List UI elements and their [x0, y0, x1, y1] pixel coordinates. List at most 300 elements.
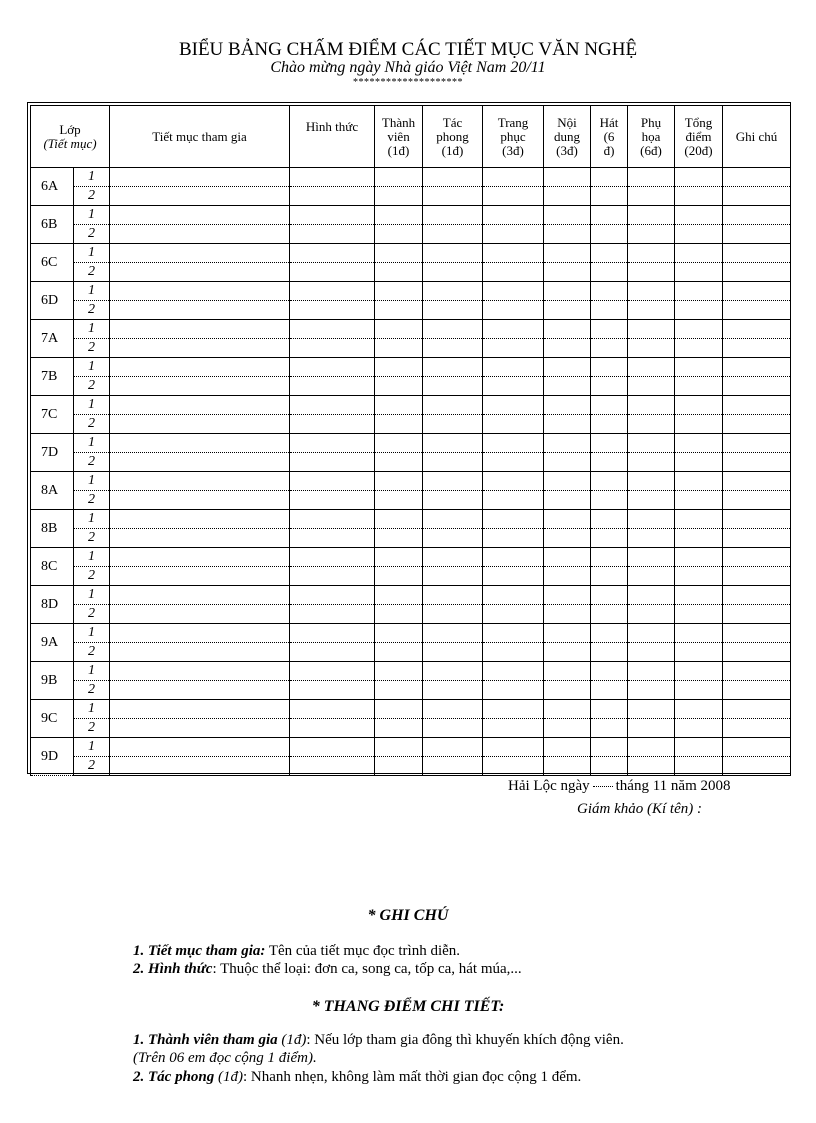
score-cell[interactable]	[628, 643, 675, 662]
score-cell[interactable]	[544, 301, 591, 320]
score-cell[interactable]	[628, 396, 675, 415]
score-cell[interactable]	[544, 263, 591, 282]
score-cell[interactable]	[628, 415, 675, 434]
score-cell[interactable]	[675, 491, 723, 510]
score-cell[interactable]	[423, 643, 483, 662]
score-cell[interactable]	[675, 168, 723, 187]
score-cell[interactable]	[723, 320, 791, 339]
score-cell[interactable]	[423, 472, 483, 491]
score-cell[interactable]	[290, 282, 375, 301]
score-cell[interactable]	[110, 624, 290, 643]
score-cell[interactable]	[628, 320, 675, 339]
score-cell[interactable]	[423, 415, 483, 434]
score-cell[interactable]	[290, 605, 375, 624]
score-cell[interactable]	[290, 738, 375, 757]
score-cell[interactable]	[723, 738, 791, 757]
score-cell[interactable]	[110, 738, 290, 757]
score-cell[interactable]	[483, 738, 544, 757]
score-cell[interactable]	[375, 548, 423, 567]
score-cell[interactable]	[423, 282, 483, 301]
score-cell[interactable]	[375, 396, 423, 415]
score-cell[interactable]	[723, 567, 791, 586]
score-cell[interactable]	[290, 719, 375, 738]
score-cell[interactable]	[544, 396, 591, 415]
score-cell[interactable]	[628, 719, 675, 738]
score-cell[interactable]	[723, 187, 791, 206]
score-cell[interactable]	[723, 434, 791, 453]
score-cell[interactable]	[591, 187, 628, 206]
score-cell[interactable]	[591, 719, 628, 738]
score-cell[interactable]	[544, 225, 591, 244]
score-cell[interactable]	[628, 605, 675, 624]
score-cell[interactable]	[544, 738, 591, 757]
score-cell[interactable]	[628, 187, 675, 206]
score-cell[interactable]	[375, 681, 423, 700]
score-cell[interactable]	[723, 586, 791, 605]
score-cell[interactable]	[675, 282, 723, 301]
score-cell[interactable]	[628, 510, 675, 529]
score-cell[interactable]	[423, 358, 483, 377]
score-cell[interactable]	[544, 529, 591, 548]
score-cell[interactable]	[423, 339, 483, 358]
score-cell[interactable]	[544, 434, 591, 453]
score-cell[interactable]	[675, 529, 723, 548]
score-cell[interactable]	[423, 700, 483, 719]
score-cell[interactable]	[591, 605, 628, 624]
score-cell[interactable]	[723, 377, 791, 396]
score-cell[interactable]	[591, 282, 628, 301]
score-cell[interactable]	[628, 548, 675, 567]
score-cell[interactable]	[591, 548, 628, 567]
score-cell[interactable]	[723, 339, 791, 358]
score-cell[interactable]	[628, 738, 675, 757]
score-cell[interactable]	[423, 491, 483, 510]
score-cell[interactable]	[544, 415, 591, 434]
score-cell[interactable]	[544, 700, 591, 719]
score-cell[interactable]	[375, 700, 423, 719]
score-cell[interactable]	[544, 681, 591, 700]
score-cell[interactable]	[423, 757, 483, 776]
score-cell[interactable]	[628, 453, 675, 472]
score-cell[interactable]	[375, 738, 423, 757]
score-cell[interactable]	[591, 396, 628, 415]
score-cell[interactable]	[723, 244, 791, 263]
score-cell[interactable]	[723, 548, 791, 567]
score-cell[interactable]	[675, 643, 723, 662]
score-cell[interactable]	[723, 491, 791, 510]
score-cell[interactable]	[290, 415, 375, 434]
score-cell[interactable]	[423, 225, 483, 244]
score-cell[interactable]	[591, 681, 628, 700]
score-cell[interactable]	[110, 719, 290, 738]
score-cell[interactable]	[375, 377, 423, 396]
score-cell[interactable]	[544, 624, 591, 643]
score-cell[interactable]	[375, 168, 423, 187]
score-cell[interactable]	[723, 206, 791, 225]
score-cell[interactable]	[544, 377, 591, 396]
score-cell[interactable]	[675, 320, 723, 339]
score-cell[interactable]	[591, 738, 628, 757]
score-cell[interactable]	[591, 643, 628, 662]
score-cell[interactable]	[544, 757, 591, 776]
score-cell[interactable]	[628, 206, 675, 225]
score-cell[interactable]	[110, 301, 290, 320]
score-cell[interactable]	[723, 282, 791, 301]
score-cell[interactable]	[110, 548, 290, 567]
score-cell[interactable]	[483, 206, 544, 225]
score-cell[interactable]	[675, 263, 723, 282]
score-cell[interactable]	[544, 282, 591, 301]
score-cell[interactable]	[423, 396, 483, 415]
score-cell[interactable]	[290, 681, 375, 700]
score-cell[interactable]	[375, 586, 423, 605]
score-cell[interactable]	[675, 586, 723, 605]
score-cell[interactable]	[375, 415, 423, 434]
score-cell[interactable]	[591, 358, 628, 377]
score-cell[interactable]	[544, 643, 591, 662]
score-cell[interactable]	[375, 643, 423, 662]
score-cell[interactable]	[628, 567, 675, 586]
score-cell[interactable]	[483, 263, 544, 282]
score-cell[interactable]	[591, 263, 628, 282]
score-cell[interactable]	[290, 225, 375, 244]
score-cell[interactable]	[483, 396, 544, 415]
score-cell[interactable]	[423, 567, 483, 586]
score-cell[interactable]	[375, 282, 423, 301]
score-cell[interactable]	[628, 757, 675, 776]
score-cell[interactable]	[110, 605, 290, 624]
score-cell[interactable]	[483, 434, 544, 453]
score-cell[interactable]	[423, 624, 483, 643]
score-cell[interactable]	[290, 472, 375, 491]
score-cell[interactable]	[423, 301, 483, 320]
score-cell[interactable]	[591, 453, 628, 472]
score-cell[interactable]	[544, 168, 591, 187]
score-cell[interactable]	[375, 244, 423, 263]
score-cell[interactable]	[483, 187, 544, 206]
score-cell[interactable]	[375, 605, 423, 624]
score-cell[interactable]	[290, 263, 375, 282]
score-cell[interactable]	[675, 681, 723, 700]
score-cell[interactable]	[723, 301, 791, 320]
score-cell[interactable]	[675, 244, 723, 263]
score-cell[interactable]	[290, 529, 375, 548]
score-cell[interactable]	[675, 339, 723, 358]
score-cell[interactable]	[375, 719, 423, 738]
score-cell[interactable]	[723, 263, 791, 282]
score-cell[interactable]	[110, 643, 290, 662]
score-cell[interactable]	[675, 396, 723, 415]
score-cell[interactable]	[675, 415, 723, 434]
score-cell[interactable]	[544, 472, 591, 491]
score-cell[interactable]	[723, 358, 791, 377]
score-cell[interactable]	[483, 510, 544, 529]
score-cell[interactable]	[375, 301, 423, 320]
score-cell[interactable]	[110, 434, 290, 453]
score-cell[interactable]	[591, 757, 628, 776]
score-cell[interactable]	[591, 624, 628, 643]
score-cell[interactable]	[110, 529, 290, 548]
score-cell[interactable]	[290, 624, 375, 643]
score-cell[interactable]	[423, 187, 483, 206]
score-cell[interactable]	[544, 510, 591, 529]
score-cell[interactable]	[483, 339, 544, 358]
score-cell[interactable]	[423, 681, 483, 700]
score-cell[interactable]	[375, 757, 423, 776]
score-cell[interactable]	[628, 700, 675, 719]
score-cell[interactable]	[723, 396, 791, 415]
score-cell[interactable]	[483, 415, 544, 434]
score-cell[interactable]	[723, 510, 791, 529]
score-cell[interactable]	[675, 738, 723, 757]
score-cell[interactable]	[423, 586, 483, 605]
score-cell[interactable]	[423, 738, 483, 757]
score-cell[interactable]	[591, 339, 628, 358]
score-cell[interactable]	[483, 586, 544, 605]
score-cell[interactable]	[723, 681, 791, 700]
score-cell[interactable]	[110, 282, 290, 301]
score-cell[interactable]	[110, 662, 290, 681]
score-cell[interactable]	[544, 662, 591, 681]
score-cell[interactable]	[483, 301, 544, 320]
score-cell[interactable]	[591, 662, 628, 681]
score-cell[interactable]	[483, 244, 544, 263]
score-cell[interactable]	[290, 187, 375, 206]
score-cell[interactable]	[544, 187, 591, 206]
score-cell[interactable]	[483, 377, 544, 396]
score-cell[interactable]	[375, 529, 423, 548]
score-cell[interactable]	[544, 548, 591, 567]
score-cell[interactable]	[628, 168, 675, 187]
score-cell[interactable]	[591, 472, 628, 491]
score-cell[interactable]	[290, 643, 375, 662]
score-cell[interactable]	[290, 339, 375, 358]
score-cell[interactable]	[290, 491, 375, 510]
score-cell[interactable]	[375, 434, 423, 453]
score-cell[interactable]	[423, 263, 483, 282]
score-cell[interactable]	[628, 225, 675, 244]
score-cell[interactable]	[628, 624, 675, 643]
score-cell[interactable]	[591, 529, 628, 548]
score-cell[interactable]	[723, 415, 791, 434]
score-cell[interactable]	[375, 358, 423, 377]
score-cell[interactable]	[628, 472, 675, 491]
score-cell[interactable]	[375, 187, 423, 206]
score-cell[interactable]	[423, 377, 483, 396]
score-cell[interactable]	[110, 206, 290, 225]
score-cell[interactable]	[483, 681, 544, 700]
score-cell[interactable]	[483, 548, 544, 567]
score-cell[interactable]	[675, 624, 723, 643]
score-cell[interactable]	[110, 377, 290, 396]
score-cell[interactable]	[628, 434, 675, 453]
score-cell[interactable]	[675, 377, 723, 396]
score-cell[interactable]	[290, 301, 375, 320]
score-cell[interactable]	[110, 700, 290, 719]
score-cell[interactable]	[628, 586, 675, 605]
score-cell[interactable]	[483, 320, 544, 339]
score-cell[interactable]	[110, 453, 290, 472]
score-cell[interactable]	[675, 206, 723, 225]
score-cell[interactable]	[723, 662, 791, 681]
score-cell[interactable]	[675, 187, 723, 206]
score-cell[interactable]	[544, 339, 591, 358]
score-cell[interactable]	[290, 700, 375, 719]
score-cell[interactable]	[723, 168, 791, 187]
score-cell[interactable]	[290, 206, 375, 225]
score-cell[interactable]	[290, 662, 375, 681]
score-cell[interactable]	[628, 282, 675, 301]
score-cell[interactable]	[628, 491, 675, 510]
score-cell[interactable]	[375, 491, 423, 510]
score-cell[interactable]	[591, 567, 628, 586]
score-cell[interactable]	[591, 377, 628, 396]
score-cell[interactable]	[675, 757, 723, 776]
score-cell[interactable]	[423, 434, 483, 453]
score-cell[interactable]	[591, 586, 628, 605]
score-cell[interactable]	[591, 206, 628, 225]
score-cell[interactable]	[483, 700, 544, 719]
score-cell[interactable]	[723, 472, 791, 491]
score-cell[interactable]	[375, 567, 423, 586]
score-cell[interactable]	[628, 301, 675, 320]
score-cell[interactable]	[591, 700, 628, 719]
score-cell[interactable]	[483, 567, 544, 586]
score-cell[interactable]	[290, 168, 375, 187]
score-cell[interactable]	[483, 282, 544, 301]
score-cell[interactable]	[483, 529, 544, 548]
score-cell[interactable]	[483, 624, 544, 643]
score-cell[interactable]	[375, 453, 423, 472]
score-cell[interactable]	[110, 320, 290, 339]
score-cell[interactable]	[675, 548, 723, 567]
score-cell[interactable]	[290, 548, 375, 567]
score-cell[interactable]	[723, 624, 791, 643]
score-cell[interactable]	[423, 453, 483, 472]
score-cell[interactable]	[675, 719, 723, 738]
score-cell[interactable]	[110, 187, 290, 206]
score-cell[interactable]	[110, 472, 290, 491]
score-cell[interactable]	[591, 510, 628, 529]
score-cell[interactable]	[110, 491, 290, 510]
score-cell[interactable]	[723, 453, 791, 472]
score-cell[interactable]	[628, 263, 675, 282]
score-cell[interactable]	[628, 377, 675, 396]
score-cell[interactable]	[675, 358, 723, 377]
score-cell[interactable]	[290, 453, 375, 472]
score-cell[interactable]	[483, 643, 544, 662]
score-cell[interactable]	[628, 244, 675, 263]
score-cell[interactable]	[483, 757, 544, 776]
score-cell[interactable]	[375, 263, 423, 282]
score-cell[interactable]	[483, 168, 544, 187]
score-cell[interactable]	[110, 396, 290, 415]
score-cell[interactable]	[544, 453, 591, 472]
score-cell[interactable]	[110, 567, 290, 586]
score-cell[interactable]	[483, 605, 544, 624]
score-cell[interactable]	[544, 605, 591, 624]
score-cell[interactable]	[723, 529, 791, 548]
score-cell[interactable]	[544, 206, 591, 225]
score-cell[interactable]	[290, 320, 375, 339]
score-cell[interactable]	[723, 605, 791, 624]
score-cell[interactable]	[375, 206, 423, 225]
score-cell[interactable]	[290, 434, 375, 453]
score-cell[interactable]	[591, 244, 628, 263]
score-cell[interactable]	[423, 320, 483, 339]
score-cell[interactable]	[483, 453, 544, 472]
score-cell[interactable]	[483, 662, 544, 681]
score-cell[interactable]	[290, 567, 375, 586]
score-cell[interactable]	[423, 244, 483, 263]
score-cell[interactable]	[290, 586, 375, 605]
score-cell[interactable]	[591, 434, 628, 453]
score-cell[interactable]	[675, 605, 723, 624]
score-cell[interactable]	[110, 757, 290, 776]
score-cell[interactable]	[591, 225, 628, 244]
score-cell[interactable]	[628, 358, 675, 377]
score-cell[interactable]	[675, 510, 723, 529]
score-cell[interactable]	[423, 510, 483, 529]
score-cell[interactable]	[591, 320, 628, 339]
score-cell[interactable]	[110, 244, 290, 263]
score-cell[interactable]	[675, 225, 723, 244]
score-cell[interactable]	[483, 225, 544, 244]
score-cell[interactable]	[675, 662, 723, 681]
score-cell[interactable]	[110, 586, 290, 605]
score-cell[interactable]	[423, 548, 483, 567]
score-cell[interactable]	[591, 301, 628, 320]
score-cell[interactable]	[423, 168, 483, 187]
score-cell[interactable]	[423, 662, 483, 681]
score-cell[interactable]	[375, 225, 423, 244]
score-cell[interactable]	[723, 643, 791, 662]
score-cell[interactable]	[110, 339, 290, 358]
score-cell[interactable]	[110, 681, 290, 700]
score-cell[interactable]	[628, 662, 675, 681]
score-cell[interactable]	[290, 510, 375, 529]
score-cell[interactable]	[628, 529, 675, 548]
score-cell[interactable]	[591, 415, 628, 434]
score-cell[interactable]	[375, 662, 423, 681]
score-cell[interactable]	[675, 472, 723, 491]
score-cell[interactable]	[375, 510, 423, 529]
score-cell[interactable]	[110, 510, 290, 529]
score-cell[interactable]	[544, 719, 591, 738]
score-cell[interactable]	[110, 358, 290, 377]
score-cell[interactable]	[483, 358, 544, 377]
score-cell[interactable]	[723, 700, 791, 719]
score-cell[interactable]	[375, 339, 423, 358]
score-cell[interactable]	[544, 491, 591, 510]
score-cell[interactable]	[423, 719, 483, 738]
score-cell[interactable]	[423, 206, 483, 225]
score-cell[interactable]	[290, 358, 375, 377]
score-cell[interactable]	[675, 700, 723, 719]
score-cell[interactable]	[375, 320, 423, 339]
score-cell[interactable]	[423, 605, 483, 624]
score-cell[interactable]	[723, 719, 791, 738]
score-cell[interactable]	[290, 244, 375, 263]
score-cell[interactable]	[110, 263, 290, 282]
score-cell[interactable]	[544, 567, 591, 586]
score-cell[interactable]	[675, 301, 723, 320]
score-cell[interactable]	[483, 491, 544, 510]
score-cell[interactable]	[544, 244, 591, 263]
score-cell[interactable]	[628, 681, 675, 700]
score-cell[interactable]	[544, 320, 591, 339]
score-cell[interactable]	[110, 168, 290, 187]
